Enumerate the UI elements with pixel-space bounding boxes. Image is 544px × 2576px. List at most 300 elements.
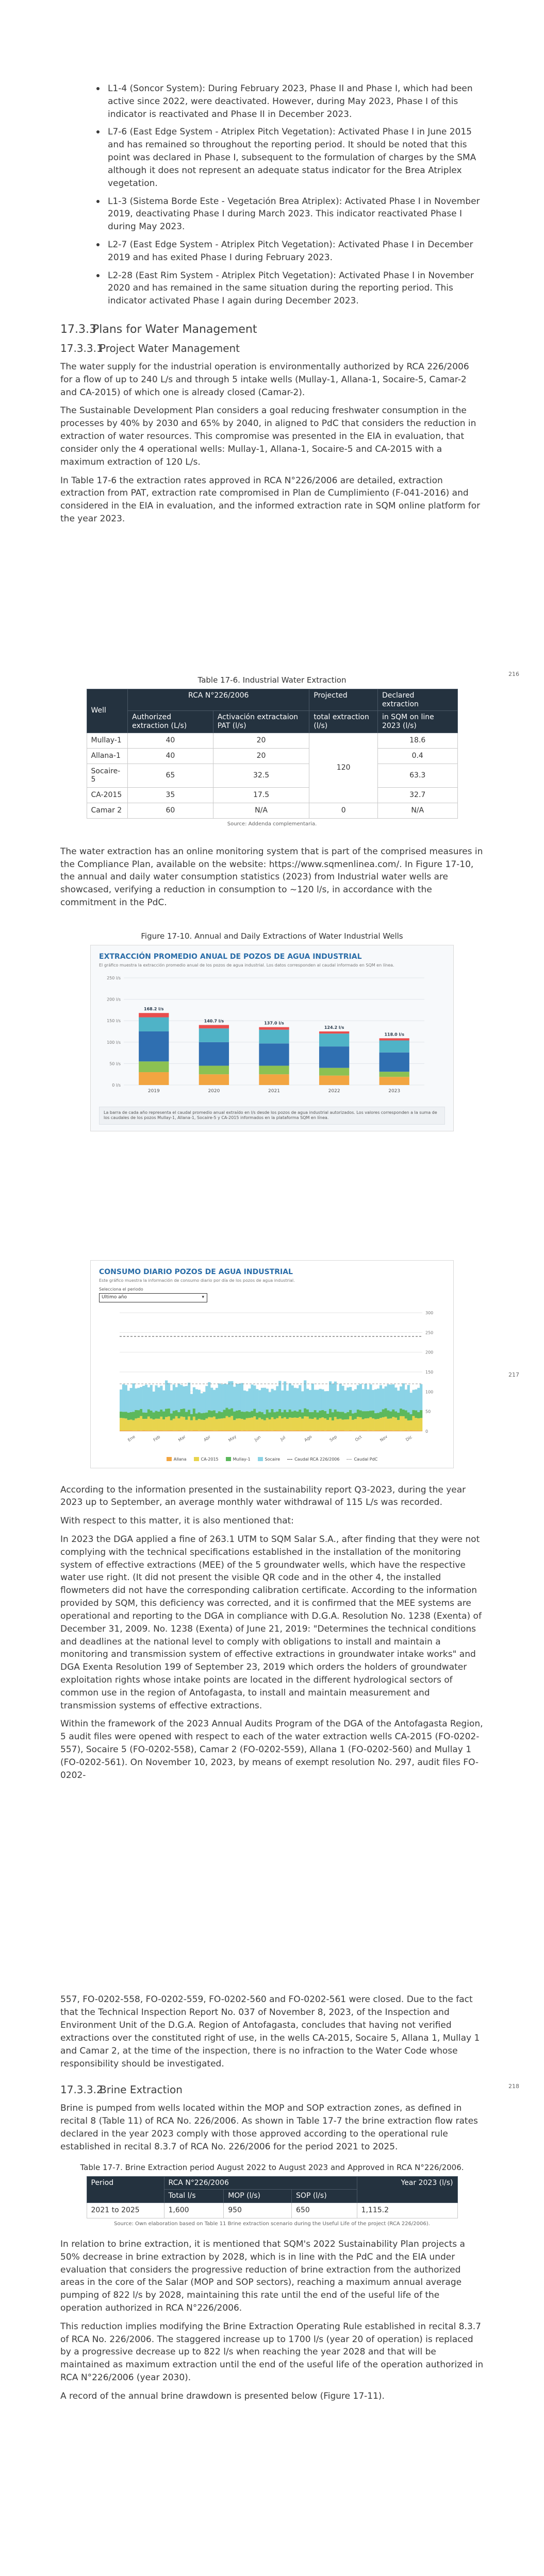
area-segment xyxy=(263,1387,266,1414)
area-segment xyxy=(389,1430,392,1431)
area-segment xyxy=(420,1430,422,1431)
table-caption: Table 17-7. Brine Extraction period August 2022 to August 2023 and Approved in RCA N°226/2006. xyxy=(80,2162,464,2172)
bar-segment xyxy=(199,1025,229,1028)
area-segment xyxy=(337,1391,339,1412)
legend-swatch xyxy=(287,1459,292,1460)
area-segment xyxy=(153,1412,155,1419)
area-segment xyxy=(175,1430,178,1431)
x-tick-label: 2021 xyxy=(268,1088,280,1094)
area-segment xyxy=(223,1410,226,1418)
area-segment xyxy=(296,1411,299,1417)
area-segment xyxy=(150,1430,153,1431)
y-tick-label: 50 xyxy=(425,1409,431,1414)
area-segment xyxy=(248,1430,251,1431)
area-segment xyxy=(241,1419,243,1431)
bar-segment xyxy=(259,1065,289,1074)
area-segment xyxy=(263,1430,266,1431)
area-segment xyxy=(137,1418,140,1430)
area-segment xyxy=(170,1413,173,1420)
area-segment xyxy=(201,1430,203,1431)
area-segment xyxy=(291,1385,294,1412)
list-item: L1-4 (Soncor System): During February 2023, Phase II and Phase I, which had been active since 2022, were deactivated. However, during May 2023, Phase I of this indicator is reactivated and Phase II in December 2023. xyxy=(96,82,484,121)
area-segment xyxy=(145,1419,147,1431)
area-segment xyxy=(175,1416,178,1430)
area-segment xyxy=(377,1419,380,1430)
list-item: L1-3 (Sistema Borde Este - Vegetación Brea Atriplex): Activated Phase I in November 2019, deactivating Phase I during March 2023. This indicator reactivated Phase I during May 2023. xyxy=(96,195,484,233)
area-segment xyxy=(369,1430,372,1431)
area-segment xyxy=(208,1430,210,1431)
area-segment xyxy=(218,1418,221,1430)
y-tick-label: 150 l/s xyxy=(107,1018,121,1023)
area-segment xyxy=(291,1430,294,1431)
page-number: 217 xyxy=(508,1371,519,1378)
table-cell: 0.4 xyxy=(377,748,457,764)
area-segment xyxy=(258,1390,261,1411)
area-segment xyxy=(188,1382,190,1410)
area-segment xyxy=(198,1419,201,1431)
area-segment xyxy=(417,1430,420,1431)
y-tick-label: 200 xyxy=(425,1350,434,1355)
area-segment xyxy=(243,1419,246,1430)
area-segment xyxy=(349,1430,352,1431)
area-segment xyxy=(271,1409,274,1417)
area-segment xyxy=(362,1419,365,1430)
area-segment xyxy=(281,1430,284,1431)
table-row xyxy=(87,733,457,748)
area-segment xyxy=(369,1417,372,1430)
area-segment xyxy=(253,1385,256,1409)
area-segment xyxy=(372,1418,374,1431)
area-segment xyxy=(180,1430,183,1431)
area-segment xyxy=(385,1416,387,1430)
area-segment xyxy=(135,1410,137,1418)
area-segment xyxy=(228,1417,230,1430)
list-item: L2-28 (East Rim System - Atriplex Pitch Vegetation): Activated Phase I in November 2020 and has remained in the same situation during the reporting period. This indicator activated Phase I again during December 2023. xyxy=(96,269,484,308)
area-segment xyxy=(127,1430,130,1431)
area-segment xyxy=(339,1430,342,1431)
area-segment xyxy=(140,1409,142,1416)
table-cell: 2021 to 2025 xyxy=(87,2203,164,2218)
table-cell: 950 xyxy=(224,2203,292,2218)
area-segment xyxy=(372,1389,374,1410)
y-tick-label: 200 l/s xyxy=(107,997,121,1002)
area-segment xyxy=(286,1391,289,1412)
area-segment xyxy=(185,1386,188,1412)
area-segment xyxy=(246,1430,249,1431)
area-segment xyxy=(127,1413,130,1420)
area-segment xyxy=(294,1417,296,1430)
table-cell: 32.7 xyxy=(377,788,457,803)
area-segment xyxy=(286,1419,289,1431)
area-segment xyxy=(317,1419,319,1430)
legend-swatch xyxy=(194,1457,199,1461)
area-segment xyxy=(402,1410,405,1416)
area-segment xyxy=(326,1391,329,1414)
area-segment xyxy=(225,1408,228,1416)
area-segment xyxy=(369,1411,372,1417)
area-segment xyxy=(216,1419,218,1430)
area-segment xyxy=(349,1410,352,1416)
area-segment xyxy=(311,1419,314,1431)
area-segment xyxy=(417,1412,420,1418)
area-segment xyxy=(306,1416,309,1430)
area-segment xyxy=(415,1389,417,1410)
table-caption: Table 17-6. Industrial Water Extraction xyxy=(197,675,347,685)
area-segment xyxy=(400,1416,402,1430)
area-segment xyxy=(301,1391,304,1412)
area-segment xyxy=(228,1381,230,1409)
area-segment xyxy=(216,1430,218,1431)
area-segment xyxy=(165,1409,168,1417)
area-segment xyxy=(394,1411,397,1417)
paragraph: This reduction implies modifying the Brine Extraction Operating Rule established in recital 8.3.7 of RCA No. 226/2006. The staggered increase up to 1700 l/s (year 20 of operation) is replaced by a progressive decrease up to 822 l/s when reaching the year 2028 and that will be maintained as maximum extraction until the end of the useful life of the operation authorized in RCA N°226/2006 (year 2030). xyxy=(60,2321,484,2383)
area-segment xyxy=(122,1430,125,1431)
area-segment xyxy=(203,1420,205,1430)
paragraph: Brine is pumped from wells located within the MOP and SOP extraction zones, as defined in recital 8 (Table 11) of RCA No. 226/2006. As shown in Table 17-7 the brine extraction flow rates declared in the year 2023 comply with those approved according to the operational rule established in recital 8.3.7 of RCA No. 226/2006 for the period 2021 to 2025. xyxy=(60,2103,478,2152)
y-tick-label: 100 l/s xyxy=(107,1040,121,1045)
area-segment xyxy=(405,1389,407,1410)
table-cell: 17.5 xyxy=(213,788,309,803)
area-segment xyxy=(319,1418,321,1430)
area-segment xyxy=(243,1412,246,1419)
area-segment xyxy=(420,1418,422,1430)
table-cell: N/A xyxy=(213,803,309,818)
bar-segment xyxy=(380,1072,409,1077)
legend-label: Socaire xyxy=(265,1456,281,1462)
area-segment xyxy=(372,1430,374,1431)
table-cell: 0 xyxy=(309,803,378,818)
area-segment xyxy=(337,1419,339,1430)
bar-total-label: 140.7 l/s xyxy=(204,1019,224,1024)
area-segment xyxy=(412,1389,415,1410)
table-cell: 60 xyxy=(128,803,213,818)
area-segment xyxy=(276,1386,278,1411)
area-segment xyxy=(208,1410,210,1417)
area-segment xyxy=(225,1430,228,1431)
bar-segment xyxy=(199,1042,229,1066)
area-segment xyxy=(402,1416,405,1430)
filter-label: Selecciona el periodo xyxy=(99,1286,143,1292)
area-segment xyxy=(140,1387,142,1409)
area-segment xyxy=(304,1408,306,1416)
area-segment xyxy=(352,1413,354,1419)
area-segment xyxy=(329,1430,332,1431)
area-segment xyxy=(251,1417,253,1430)
area-segment xyxy=(193,1387,195,1408)
area-segment xyxy=(392,1417,394,1430)
table-header: Declared extraction xyxy=(377,689,457,711)
legend-entry xyxy=(226,1457,251,1462)
area-segment xyxy=(387,1430,390,1431)
area-segment xyxy=(238,1410,241,1418)
area-segment xyxy=(337,1430,339,1431)
area-segment xyxy=(241,1430,243,1431)
list-item: L7-6 (East Edge System - Atriplex Pitch Vegetation): Activated Phase I in June 2015 and has remained so throughout the reporting period. It should be noted that this point was declared in Phase I, subsequent to the formulation of charges by the SMA although it does not represent an adequate status indicator for the Brea Atriplex vegetation. xyxy=(96,126,484,190)
area-segment xyxy=(225,1384,228,1408)
area-segment xyxy=(394,1417,397,1430)
table-row xyxy=(87,788,457,803)
table-source: Source: Addenda complementaria. xyxy=(227,821,317,827)
area-segment xyxy=(334,1417,337,1430)
area-segment xyxy=(326,1420,329,1430)
area-segment xyxy=(233,1420,236,1430)
area-segment xyxy=(201,1413,203,1419)
annual-extraction-chart xyxy=(90,945,454,1131)
area-segment xyxy=(392,1430,394,1431)
area-segment xyxy=(420,1410,422,1418)
area-segment xyxy=(218,1411,221,1418)
area-segment xyxy=(352,1391,354,1413)
area-segment xyxy=(195,1413,198,1420)
table-row xyxy=(87,2203,457,2218)
area-segment xyxy=(392,1384,394,1410)
table-header: Well xyxy=(87,689,128,733)
subsection-heading xyxy=(60,342,484,354)
area-segment xyxy=(221,1384,223,1412)
area-segment xyxy=(359,1410,362,1417)
area-segment xyxy=(286,1430,289,1431)
area-segment xyxy=(402,1383,405,1410)
area-segment xyxy=(122,1412,125,1418)
area-segment xyxy=(276,1411,278,1418)
area-segment xyxy=(389,1384,392,1411)
area-segment xyxy=(175,1387,178,1410)
section-title: Plans for Water Management xyxy=(92,323,257,336)
area-segment xyxy=(162,1411,165,1419)
area-segment xyxy=(269,1419,271,1431)
table-cell: Allana-1 xyxy=(87,748,128,764)
area-segment xyxy=(256,1412,258,1419)
area-segment xyxy=(341,1385,344,1412)
area-segment xyxy=(125,1418,127,1430)
bar-segment xyxy=(259,1027,289,1029)
area-segment xyxy=(332,1383,334,1412)
legend-entry xyxy=(258,1457,281,1462)
legend-entry xyxy=(194,1457,219,1462)
area-segment xyxy=(201,1419,203,1430)
area-segment xyxy=(407,1430,410,1431)
area-segment xyxy=(397,1430,400,1431)
area-segment xyxy=(248,1418,251,1430)
area-segment xyxy=(344,1419,347,1431)
area-segment xyxy=(289,1409,291,1417)
area-segment xyxy=(168,1408,170,1416)
area-segment xyxy=(324,1411,326,1418)
area-segment xyxy=(389,1411,392,1418)
section-number: 17.3.3 xyxy=(60,323,96,336)
area-segment xyxy=(405,1410,407,1418)
area-segment xyxy=(137,1430,140,1431)
area-segment xyxy=(354,1419,357,1430)
area-segment xyxy=(407,1412,410,1420)
area-segment xyxy=(173,1411,175,1418)
area-segment xyxy=(284,1381,286,1410)
area-segment xyxy=(392,1409,394,1417)
area-segment xyxy=(311,1383,314,1412)
area-segment xyxy=(339,1418,342,1430)
area-segment xyxy=(321,1430,324,1431)
area-segment xyxy=(286,1412,289,1418)
area-segment xyxy=(364,1411,367,1418)
area-segment xyxy=(185,1412,188,1419)
area-segment xyxy=(132,1383,135,1412)
bar-segment xyxy=(259,1074,289,1085)
area-segment xyxy=(314,1410,317,1417)
area-segment xyxy=(238,1430,241,1431)
table-cell: 650 xyxy=(292,2203,357,2218)
area-segment xyxy=(369,1384,372,1411)
x-tick-label: May xyxy=(227,1434,238,1443)
period-select[interactable] xyxy=(99,1293,207,1302)
area-segment xyxy=(344,1413,347,1419)
area-segment xyxy=(389,1418,392,1430)
area-segment xyxy=(130,1430,133,1431)
area-segment xyxy=(216,1387,218,1413)
y-tick-label: 250 xyxy=(425,1330,434,1335)
x-tick-label: Sep xyxy=(328,1434,338,1443)
table-cell: 35 xyxy=(128,788,213,803)
legend-entry xyxy=(167,1457,187,1462)
area-segment xyxy=(223,1418,226,1430)
area-segment xyxy=(341,1412,344,1419)
table-header: Activación extractaion PAT (l/s) xyxy=(213,711,309,733)
chart-legend xyxy=(99,1457,445,1462)
bar-segment xyxy=(380,1040,409,1052)
area-segment xyxy=(153,1419,155,1431)
table-header: Total l/s xyxy=(164,2190,224,2203)
area-chart-svg xyxy=(99,1308,445,1452)
table-cell: 65 xyxy=(128,764,213,788)
x-tick-label: Mar xyxy=(177,1434,187,1443)
legend-entry xyxy=(347,1457,377,1462)
area-segment xyxy=(324,1391,326,1411)
area-segment xyxy=(142,1430,145,1431)
area-segment xyxy=(294,1411,296,1417)
area-segment xyxy=(178,1418,180,1430)
area-segment xyxy=(415,1418,417,1430)
area-segment xyxy=(223,1430,226,1431)
area-segment xyxy=(221,1418,223,1430)
area-segment xyxy=(281,1412,284,1418)
section-heading xyxy=(60,323,484,336)
area-segment xyxy=(203,1413,205,1420)
area-segment xyxy=(269,1392,271,1412)
bar-segment xyxy=(380,1053,409,1072)
area-segment xyxy=(236,1411,238,1418)
area-segment xyxy=(329,1381,332,1409)
area-segment xyxy=(228,1409,230,1417)
area-segment xyxy=(405,1430,407,1431)
area-segment xyxy=(299,1430,301,1431)
table-cell: 32.5 xyxy=(213,764,309,788)
area-segment xyxy=(225,1416,228,1430)
bar-segment xyxy=(259,1029,289,1043)
area-segment xyxy=(359,1430,362,1431)
table-cell: Mullay-1 xyxy=(87,733,128,748)
subsection-number: 17.3.3.2 xyxy=(60,2083,103,2096)
area-segment xyxy=(230,1381,233,1408)
area-segment xyxy=(198,1430,201,1431)
area-segment xyxy=(382,1388,385,1409)
area-segment xyxy=(127,1420,130,1430)
area-segment xyxy=(410,1430,413,1431)
area-segment xyxy=(142,1412,145,1418)
area-segment xyxy=(188,1430,190,1431)
area-segment xyxy=(153,1430,155,1431)
area-segment xyxy=(284,1410,286,1417)
table-cell: CA-2015 xyxy=(87,788,128,803)
table-cell: 20 xyxy=(213,733,309,748)
bar-total-label: 118.0 l/s xyxy=(384,1032,404,1037)
area-segment xyxy=(306,1409,309,1416)
area-segment xyxy=(251,1384,253,1411)
area-segment xyxy=(218,1383,221,1411)
area-segment xyxy=(160,1409,162,1416)
area-segment xyxy=(377,1388,380,1413)
area-segment xyxy=(317,1389,319,1412)
area-segment xyxy=(157,1387,160,1411)
area-segment xyxy=(203,1392,205,1412)
area-segment xyxy=(387,1418,390,1430)
area-segment xyxy=(157,1418,160,1430)
x-tick-label: 2020 xyxy=(208,1088,220,1094)
area-segment xyxy=(380,1412,382,1418)
area-segment xyxy=(394,1430,397,1431)
area-segment xyxy=(248,1388,251,1412)
area-segment xyxy=(243,1430,246,1431)
area-segment xyxy=(394,1387,397,1411)
area-segment xyxy=(385,1386,387,1408)
area-segment xyxy=(188,1410,190,1416)
area-segment xyxy=(130,1419,133,1430)
area-segment xyxy=(415,1410,417,1418)
area-segment xyxy=(135,1388,137,1410)
area-segment xyxy=(402,1430,405,1431)
bar-segment xyxy=(319,1031,349,1033)
brine-extraction-table xyxy=(87,2176,458,2218)
area-segment xyxy=(218,1430,221,1431)
area-segment xyxy=(314,1430,317,1431)
area-segment xyxy=(178,1430,180,1431)
area-segment xyxy=(258,1417,261,1430)
area-segment xyxy=(357,1385,359,1409)
area-segment xyxy=(180,1416,183,1430)
paragraph: The water extraction has an online monitoring system that is part of the comprised measures in the Compliance Plan, available on the website: https://www.sqmenlinea.com/. In Figure 17-10, the annual and daily water consumption statistics (2023) from Industrial water wells are showcased, verifying a reduction in consumption to ~120 l/s, in accordance with the commitment in the PdC. xyxy=(60,846,483,908)
table-cell: 40 xyxy=(128,748,213,764)
table-cell: Camar 2 xyxy=(87,803,128,818)
area-segment xyxy=(347,1387,349,1412)
area-segment xyxy=(203,1430,205,1431)
paragraph: Within the framework of the 2023 Annual Audits Program of the DGA of the Antofagasta Region, 5 audit files were opened with respect to each of the water extraction wells CA-2015 (FO-0202-557), Socaire 5 (FO-0202-558), Camar 2 (FO-0202-559), Allana 1 (FO-0202-560) and Mullay 1 (FO-0202-561). On November 10, 2023, by means of exempt resolution No. 297, audit files FO-0202- xyxy=(60,1719,483,1781)
area-segment xyxy=(198,1389,201,1412)
table-row xyxy=(87,803,457,818)
paragraph: In Table 17-6 the extraction rates approved in RCA N°226/2006 are detailed, extraction extraction from PAT, extraction rate compromised in Plan de Cumplimiento (F-041-2016) and considered in the EIA in evaluation, and the informed extraction rate in SQM online platform for the year 2023. xyxy=(60,475,481,524)
area-segment xyxy=(238,1384,241,1410)
area-segment xyxy=(132,1430,135,1431)
bar-total-label: 137.0 l/s xyxy=(264,1021,284,1026)
area-segment xyxy=(251,1411,253,1417)
area-segment xyxy=(208,1382,210,1410)
area-segment xyxy=(278,1416,281,1430)
area-segment xyxy=(304,1416,306,1431)
chart-note: La barra de cada año representa el caudal promedio anual extraído en l/s desde los pozos de agua industrial autorizados. Los valores corresponden a la suma de los caudales de los pozos Mullay-1, Allana-1, Socaire-5 y CA-2015 informados en la plataforma SQM en línea. xyxy=(99,1107,445,1125)
area-segment xyxy=(266,1409,269,1417)
area-segment xyxy=(364,1430,367,1431)
list-item: L2-7 (East Edge System - Atriplex Pitch Vegetation): Activated Phase I in December 2019 and has exited Phase I during February 2023. xyxy=(96,239,484,264)
area-segment xyxy=(387,1384,390,1410)
area-segment xyxy=(223,1384,226,1410)
table-cell: 1,115.2 xyxy=(357,2203,457,2218)
